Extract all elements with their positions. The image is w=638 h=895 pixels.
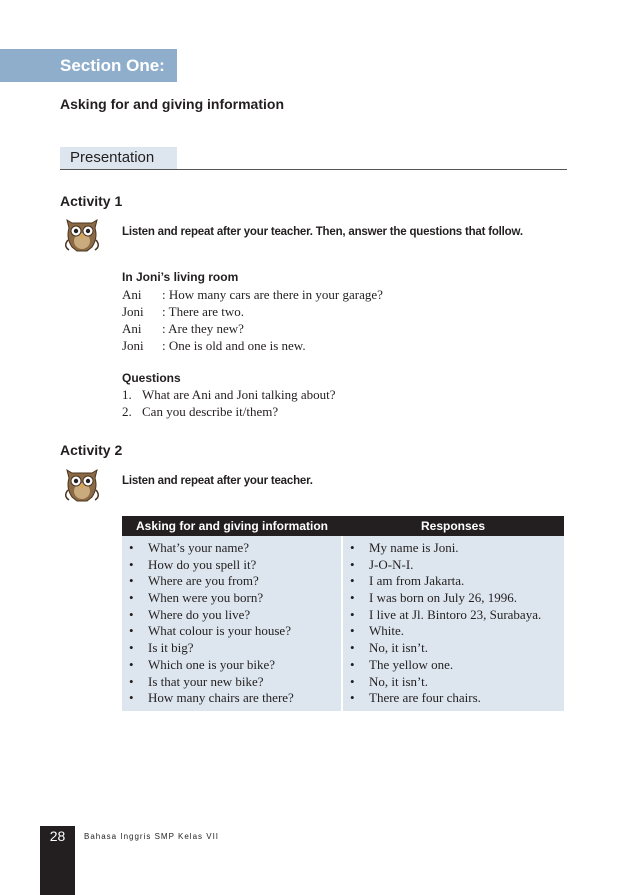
dialog-line [122,286,383,303]
asking-text: Where are you from? [148,573,259,589]
list-item [122,640,341,657]
list-item [343,540,564,557]
book-title: Bahasa Inggris SMP Kelas VII [84,832,220,841]
question-item [122,386,336,403]
bullet-icon: • [129,540,134,555]
dialog-speaker: Joni [122,304,144,319]
list-item [122,657,341,674]
responses-column [342,536,564,711]
list-item [343,640,564,657]
list-item [122,674,341,691]
dialog-text: : One is old and one is new. [162,338,306,353]
bullet-icon: • [350,540,355,555]
activity-1-heading: Activity 1 [60,193,123,209]
table-header-asking: Asking for and giving information [122,516,342,536]
asking-text: When were you born? [148,590,264,606]
list-item [343,573,564,590]
bullet-icon: • [129,690,134,706]
list-item [122,540,341,557]
asking-text: Where do you live? [148,606,251,622]
response-text: I live at Jl. Bintoro 23, Surabaya. [369,606,542,622]
activity-1-instruction: Listen and repeat after your teacher. Then, answer the questions that follow. [122,226,523,238]
bullet-icon: • [350,673,355,689]
section-title: Section One: [60,56,165,75]
asking-text: How do you spell it? [148,556,257,572]
bullet-icon: • [129,623,134,639]
asking-text: What’s your name? [148,540,250,555]
list-item [343,623,564,640]
questions-title: Questions [122,371,181,385]
bullet-icon: • [129,556,134,572]
list-item [122,607,341,624]
list-item [343,657,564,674]
response-text: There are four chairs. [369,690,481,706]
response-text: I was born on July 26, 1996. [369,590,518,606]
list-item [122,690,341,707]
list-item [122,573,341,590]
response-text: J-O-N-I. [369,556,414,572]
dialog-title: In Joni’s living room [122,270,239,284]
dialog-text: : There are two. [162,304,245,319]
response-text: No, it isn’t. [369,640,428,656]
bullet-icon: • [129,656,134,672]
bullet-icon: • [350,573,355,589]
asking-text: Is it big? [148,640,194,656]
owl-icon [60,464,104,504]
bullet-icon: • [350,590,355,606]
asking-text: How many chairs are there? [148,690,294,706]
dialog-text: : How many cars are there in your garage? [162,287,383,302]
bullet-icon: • [129,590,134,606]
bullet-icon: • [350,656,355,672]
list-item [343,557,564,574]
section-subtitle: Asking for and giving information [60,96,284,112]
bullet-icon: • [350,640,355,656]
bullet-icon: • [129,673,134,689]
asking-text: Is that your new bike? [148,673,264,689]
list-item [343,607,564,624]
list-item [343,590,564,607]
list-item [122,623,341,640]
list-item [343,674,564,691]
question-item [122,403,278,420]
info-table [122,516,564,711]
list-item [343,690,564,707]
list-item [122,590,341,607]
list-item [122,557,341,574]
asking-column [122,536,342,711]
response-text: I am from Jakarta. [369,573,465,589]
dialog-line [122,303,244,320]
page-number: 28 [49,828,66,844]
dialog-speaker: Joni [122,338,144,353]
response-text: White. [369,623,405,639]
asking-text: Which one is your bike? [148,656,276,672]
owl-icon [60,214,104,254]
table-header-responses: Responses [342,516,564,536]
asking-text: What colour is your house? [148,623,291,639]
response-text: No, it isn’t. [369,673,428,689]
question-text: Can you describe it/them? [142,404,279,419]
bullet-icon: • [129,606,134,622]
dialog-line [122,337,306,354]
response-text: The yellow one. [369,656,454,672]
question-text: What are Ani and Joni talking about? [142,387,336,402]
bullet-icon: • [350,623,355,639]
bullet-icon: • [129,640,134,656]
activity-2-heading: Activity 2 [60,442,123,458]
bullet-icon: • [350,690,355,706]
response-text: My name is Joni. [369,540,459,555]
bullet-icon: • [129,573,134,589]
dialog-speaker: Ani [122,287,142,302]
question-number: 2. [122,404,132,419]
presentation-tab: Presentation [60,147,177,170]
bullet-icon: • [350,556,355,572]
question-number: 1. [122,387,132,402]
dialog-text: : Are they new? [162,321,244,336]
activity-2-instruction: Listen and repeat after your teacher. [122,475,313,487]
dialog-line [122,320,244,337]
dialog-speaker: Ani [122,321,142,336]
bullet-icon: • [350,606,355,622]
presentation-divider [60,169,567,170]
